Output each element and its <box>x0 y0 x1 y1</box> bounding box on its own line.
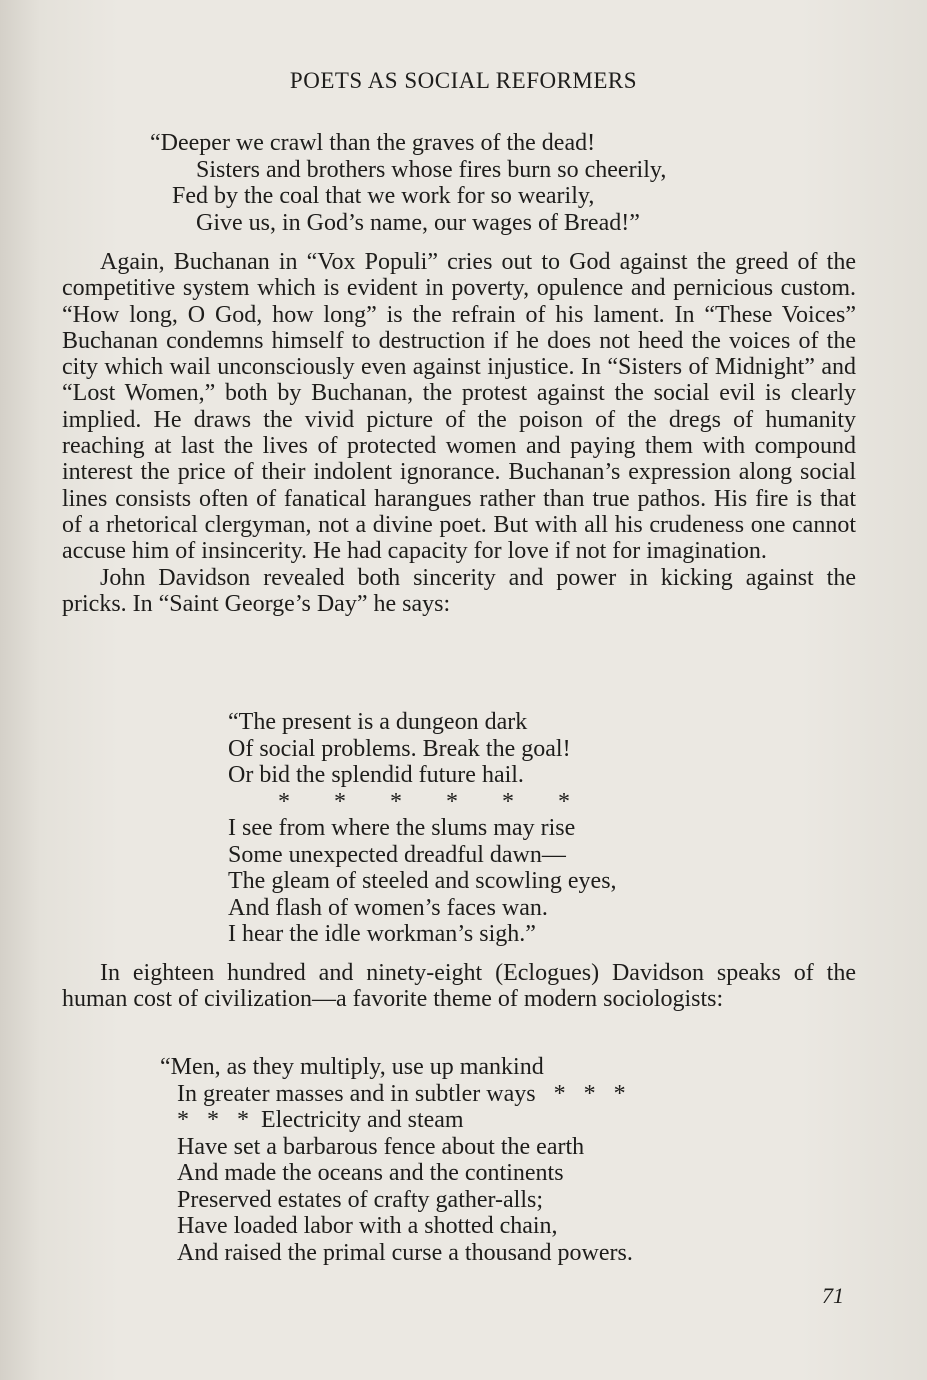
verse-line: In greater masses and in subtler ways * * * <box>177 1080 626 1107</box>
verse-line: Have loaded labor with a shotted chain, <box>177 1213 558 1239</box>
body-text-2 <box>62 960 856 1013</box>
verse-line: Some unexpected dreadful dawn— <box>228 841 566 868</box>
ellipsis-stars: * * * <box>553 1080 626 1107</box>
verse-line: And made the oceans and the continents <box>177 1160 564 1186</box>
verse-line: Sisters and brothers whose fires burn so cheerily, <box>196 156 667 183</box>
verse-line: Preserved estates of crafty gather-alls; <box>177 1186 544 1213</box>
body-text-1 <box>62 249 856 617</box>
verse-line: “Deeper we crawl than the graves of the dead! <box>150 130 596 156</box>
paragraph: In eighteen hundred and ninety-eight (Eclogues) Davidson speaks of the human cost of civilization—a favorite theme of modern sociologists: <box>62 960 856 1013</box>
ellipsis-stars: * * * * * * <box>278 788 570 815</box>
verse-line: And flash of women’s faces wan. <box>228 894 548 921</box>
paragraph: John Davidson revealed both sincerity and power in kicking against the pricks. In “Saint George’s Day” he says: <box>62 564 856 617</box>
ellipsis-stars: * * * <box>177 1107 249 1133</box>
verse-line: I hear the idle workman’s sigh.” <box>228 921 536 947</box>
verse-line: Give us, in God’s name, our wages of Bread!” <box>196 209 640 236</box>
verse-line: “The present is a dungeon dark <box>228 709 528 735</box>
verse-quotation-3 <box>160 1054 633 1266</box>
verse-quotation-1 <box>150 130 666 236</box>
verse-line: Have set a barbarous fence about the earth <box>177 1133 585 1160</box>
page-number: 71 <box>822 1283 844 1308</box>
verse-line: * * * Electricity and steam <box>177 1107 464 1133</box>
paragraph: Again, Buchanan in “Vox Populi” cries out to God against the greed of the competitive system which is evident in poverty, opulence and pernicious custom. “How long, O God, how long” is the refrain of his lament. In “These Voices” Buchanan condemns himself to destruction if he does not heed the voices of the city which wail unconsciously even against injustice. In “Sisters of Midnight” and “Lost Women,” both by Buchanan, the protest against the social evil is clearly implied. He draws the vivid picture of the poison of the dregs of humanity reaching at last the lives of protected women and paying them with compound interest the price of their indolent ignorance. Buchanan’s expression along social lines consists often of fanatical harangues rather than true pathos. His fire is that of a rhetorical clergyman, not a divine poet. But with all his crudeness one cannot accuse him of insincerity. He had capacity for love if not for imagination. <box>62 249 856 565</box>
verse-line: I see from where the slums may rise <box>228 815 576 841</box>
verse-line: The gleam of steeled and scowling eyes, <box>228 868 617 894</box>
verse-line: Of social problems. Break the goal! <box>228 735 571 762</box>
verse-quotation-2 <box>228 709 617 948</box>
verse-line: “Men, as they multiply, use up mankind <box>160 1054 544 1080</box>
verse-line: Fed by the coal that we work for so wearily, <box>172 183 595 209</box>
verse-line: Or bid the splendid future hail. <box>228 762 524 788</box>
running-head: POETS AS SOCIAL REFORMERS <box>289 68 638 93</box>
verse-line: And raised the primal curse a thousand powers. <box>177 1239 633 1266</box>
